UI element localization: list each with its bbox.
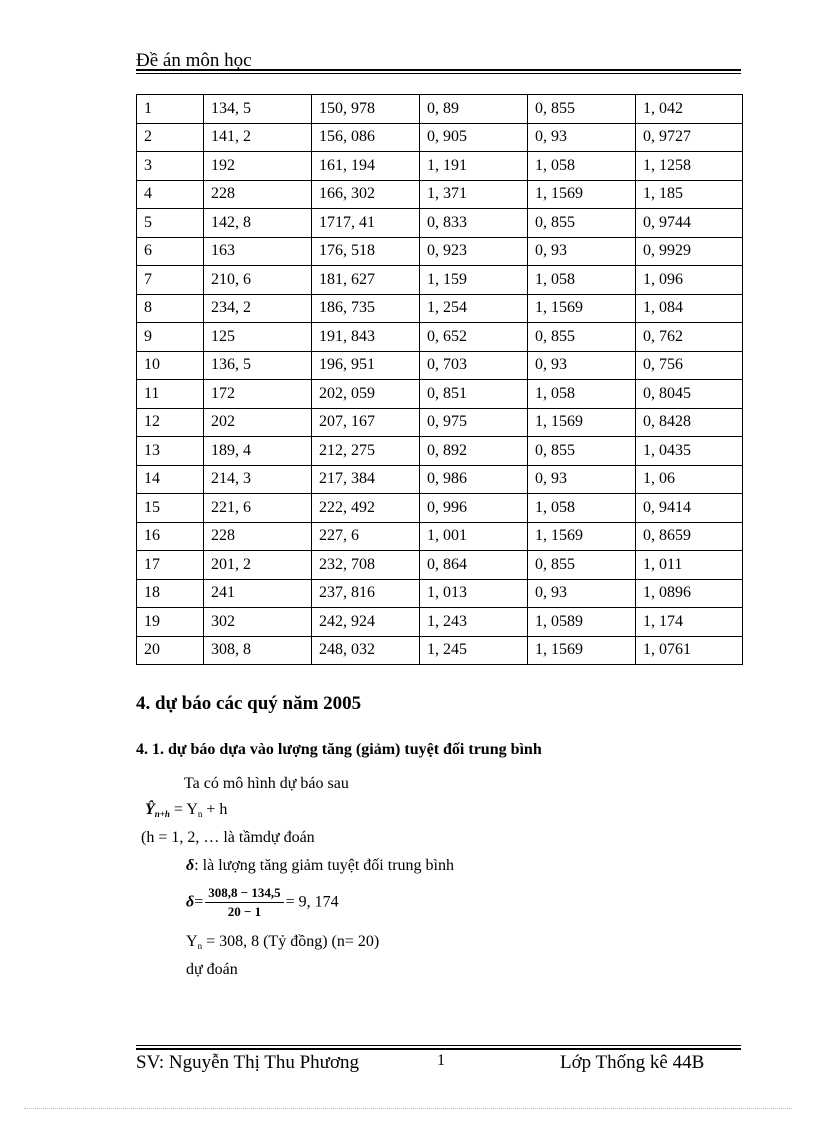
table-cell: 1, 0589 xyxy=(528,608,636,637)
table-cell: 242, 924 xyxy=(312,608,420,637)
table-cell: 214, 3 xyxy=(204,465,312,494)
table-cell: 0, 986 xyxy=(420,465,528,494)
table-cell: 2 xyxy=(137,123,204,152)
table-cell: 1, 001 xyxy=(420,522,528,551)
table-cell: 19 xyxy=(137,608,204,637)
table-cell: 172 xyxy=(204,380,312,409)
table-cell: 0, 93 xyxy=(528,237,636,266)
table-cell: 0, 652 xyxy=(420,323,528,352)
table-cell: 1, 254 xyxy=(420,294,528,323)
table-row xyxy=(137,437,743,466)
table-cell: 9 xyxy=(137,323,204,352)
table-cell: 0, 892 xyxy=(420,437,528,466)
footer-page-number: 1 xyxy=(437,1052,445,1069)
table-cell: 222, 492 xyxy=(312,494,420,523)
table-cell: 1, 0435 xyxy=(636,437,743,466)
table-cell: 3 xyxy=(137,152,204,181)
data-table xyxy=(136,94,743,665)
table-cell: 176, 518 xyxy=(312,237,420,266)
table-cell: 1, 371 xyxy=(420,180,528,209)
table-row xyxy=(137,323,743,352)
table-cell: 221, 6 xyxy=(204,494,312,523)
model-equals: = Y xyxy=(169,801,198,818)
table-cell: 1, 1258 xyxy=(636,152,743,181)
table-cell: 0, 975 xyxy=(420,408,528,437)
table-cell: 232, 708 xyxy=(312,551,420,580)
table-cell: 1, 185 xyxy=(636,180,743,209)
table-cell: 13 xyxy=(137,437,204,466)
table-row xyxy=(137,579,743,608)
table-cell: 1, 084 xyxy=(636,294,743,323)
footer-rule xyxy=(136,1048,741,1050)
table-cell: 1, 1569 xyxy=(528,522,636,551)
delta-calc-equals: = xyxy=(194,893,204,911)
table-cell: 0, 8659 xyxy=(636,522,743,551)
page-header-title: Đề án môn học xyxy=(136,50,252,71)
table-cell: 227, 6 xyxy=(312,522,420,551)
table-cell: 18 xyxy=(137,579,204,608)
page-bottom-dotted-line xyxy=(24,1108,792,1109)
table-cell: 125 xyxy=(204,323,312,352)
table-cell: 0, 855 xyxy=(528,437,636,466)
table-cell: 192 xyxy=(204,152,312,181)
delta-description: : là lượng tăng giảm tuyệt đối trung bình xyxy=(194,857,454,874)
table-cell: 166, 302 xyxy=(312,180,420,209)
y-subscript: n xyxy=(197,809,203,819)
table-cell: 1, 058 xyxy=(528,380,636,409)
table-cell: 14 xyxy=(137,465,204,494)
y-hat-symbol: Ŷ xyxy=(145,801,155,818)
table-cell: 0, 9727 xyxy=(636,123,743,152)
table-cell: 196, 951 xyxy=(312,351,420,380)
table-row xyxy=(137,608,743,637)
table-cell: 1, 245 xyxy=(420,636,528,665)
table-cell: 0, 855 xyxy=(528,209,636,238)
table-cell: 134, 5 xyxy=(204,95,312,124)
table-cell: 16 xyxy=(137,522,204,551)
table-cell: 1, 159 xyxy=(420,266,528,295)
table-cell: 136, 5 xyxy=(204,351,312,380)
table-cell: 1, 1569 xyxy=(528,408,636,437)
table-cell: 234, 2 xyxy=(204,294,312,323)
delta-calculation xyxy=(186,885,339,920)
table-cell: 7 xyxy=(137,266,204,295)
table-cell: 5 xyxy=(137,209,204,238)
table-cell: 202, 059 xyxy=(312,380,420,409)
table-cell: 181, 627 xyxy=(312,266,420,295)
table-cell: 207, 167 xyxy=(312,408,420,437)
forecast-word: dự đoán xyxy=(186,961,238,978)
delta-definition xyxy=(186,857,454,875)
table-cell: 0, 9414 xyxy=(636,494,743,523)
table-cell: 1, 096 xyxy=(636,266,743,295)
table-cell: 1717, 41 xyxy=(312,209,420,238)
table-cell: 0, 855 xyxy=(528,95,636,124)
table-row xyxy=(137,494,743,523)
section-heading: 4. dự báo các quý năm 2005 xyxy=(136,693,362,714)
table-cell: 241 xyxy=(204,579,312,608)
table-cell: 0, 851 xyxy=(420,380,528,409)
table-cell: 237, 816 xyxy=(312,579,420,608)
model-tail: + h xyxy=(202,801,228,818)
table-cell: 217, 384 xyxy=(312,465,420,494)
footer-author: SV: Nguyễn Thị Thu Phương xyxy=(136,1052,360,1073)
fraction-denominator: 20 − 1 xyxy=(227,904,262,919)
table-row xyxy=(137,266,743,295)
table-cell: 228 xyxy=(204,522,312,551)
table-cell: 1, 174 xyxy=(636,608,743,637)
table-cell: 1, 191 xyxy=(420,152,528,181)
footer-class-name: Lớp Thống kê 44B xyxy=(560,1052,705,1073)
table-cell: 202 xyxy=(204,408,312,437)
table-cell: 1, 06 xyxy=(636,465,743,494)
table-cell: 142, 8 xyxy=(204,209,312,238)
table-cell: 0, 93 xyxy=(528,579,636,608)
table-cell: 20 xyxy=(137,636,204,665)
table-cell: 0, 9929 xyxy=(636,237,743,266)
yn-prefix: Y xyxy=(186,933,198,950)
table-cell: 248, 032 xyxy=(312,636,420,665)
table-cell: 1, 243 xyxy=(420,608,528,637)
h-note: (h = 1, 2, … là tầmdự đoán xyxy=(141,829,315,846)
table-cell: 6 xyxy=(137,237,204,266)
subsection-heading: 4. 1. dự báo dựa vào lượng tăng (giảm) tuyệt đối trung bình xyxy=(136,741,542,758)
table-row xyxy=(137,380,743,409)
table-cell: 0, 855 xyxy=(528,551,636,580)
forecast-model-formula xyxy=(145,801,227,819)
table-cell: 12 xyxy=(137,408,204,437)
table-cell: 0, 833 xyxy=(420,209,528,238)
table-cell: 1, 0761 xyxy=(636,636,743,665)
table-cell: 1, 1569 xyxy=(528,294,636,323)
table-cell: 0, 8428 xyxy=(636,408,743,437)
table-row xyxy=(137,351,743,380)
table-cell: 1 xyxy=(137,95,204,124)
table-cell: 0, 93 xyxy=(528,123,636,152)
header-rule-thin xyxy=(136,73,741,74)
table-cell: 189, 4 xyxy=(204,437,312,466)
table-cell: 308, 8 xyxy=(204,636,312,665)
table-cell: 0, 703 xyxy=(420,351,528,380)
table-row xyxy=(137,95,743,124)
table-cell: 4 xyxy=(137,180,204,209)
delta-result: = 9, 174 xyxy=(285,893,339,911)
table-row xyxy=(137,152,743,181)
intro-text: Ta có mô hình dự báo sau xyxy=(184,775,349,792)
table-cell: 186, 735 xyxy=(312,294,420,323)
table-cell: 0, 89 xyxy=(420,95,528,124)
table-row xyxy=(137,465,743,494)
table-cell: 163 xyxy=(204,237,312,266)
table-cell: 201, 2 xyxy=(204,551,312,580)
table-cell: 10 xyxy=(137,351,204,380)
table-row xyxy=(137,636,743,665)
table-cell: 0, 756 xyxy=(636,351,743,380)
table-cell: 15 xyxy=(137,494,204,523)
table-cell: 302 xyxy=(204,608,312,637)
yn-subscript: n xyxy=(197,941,203,951)
table-cell: 228 xyxy=(204,180,312,209)
table-cell: 0, 923 xyxy=(420,237,528,266)
table-cell: 1, 058 xyxy=(528,494,636,523)
table-cell: 0, 855 xyxy=(528,323,636,352)
delta-symbol: δ xyxy=(186,857,195,874)
table-cell: 1, 058 xyxy=(528,266,636,295)
table-cell: 8 xyxy=(137,294,204,323)
table-cell: 191, 843 xyxy=(312,323,420,352)
table-row xyxy=(137,237,743,266)
table-cell: 156, 086 xyxy=(312,123,420,152)
table-cell: 0, 93 xyxy=(528,351,636,380)
table-row xyxy=(137,180,743,209)
table-row xyxy=(137,522,743,551)
table-row xyxy=(137,123,743,152)
table-row xyxy=(137,408,743,437)
table-row xyxy=(137,551,743,580)
table-cell: 161, 194 xyxy=(312,152,420,181)
table-row xyxy=(137,294,743,323)
table-cell: 212, 275 xyxy=(312,437,420,466)
table-cell: 210, 6 xyxy=(204,266,312,295)
yn-value-line xyxy=(186,933,379,951)
fraction-numerator: 308,8 − 134,5 xyxy=(205,885,283,903)
table-cell: 141, 2 xyxy=(204,123,312,152)
table-cell: 1, 1569 xyxy=(528,636,636,665)
table-cell: 1, 0896 xyxy=(636,579,743,608)
table-cell: 150, 978 xyxy=(312,95,420,124)
delta-fraction xyxy=(205,885,283,920)
table-cell: 0, 905 xyxy=(420,123,528,152)
yn-rest: = 308, 8 (Tỷ đồng) (n= 20) xyxy=(202,933,380,950)
table-cell: 0, 8045 xyxy=(636,380,743,409)
table-cell: 1, 042 xyxy=(636,95,743,124)
table-cell: 0, 93 xyxy=(528,465,636,494)
table-cell: 1, 1569 xyxy=(528,180,636,209)
table-cell: 11 xyxy=(137,380,204,409)
table-cell: 0, 996 xyxy=(420,494,528,523)
table-cell: 1, 058 xyxy=(528,152,636,181)
y-hat-subscript: n+h xyxy=(154,809,170,819)
table-cell: 0, 762 xyxy=(636,323,743,352)
delta-calc-symbol: δ xyxy=(186,893,195,911)
table-cell: 0, 864 xyxy=(420,551,528,580)
header-rule xyxy=(136,69,741,71)
footer-rule-thin xyxy=(136,1045,741,1046)
table-cell: 1, 013 xyxy=(420,579,528,608)
table-row xyxy=(137,209,743,238)
table-cell: 1, 011 xyxy=(636,551,743,580)
table-cell: 17 xyxy=(137,551,204,580)
table-cell: 0, 9744 xyxy=(636,209,743,238)
